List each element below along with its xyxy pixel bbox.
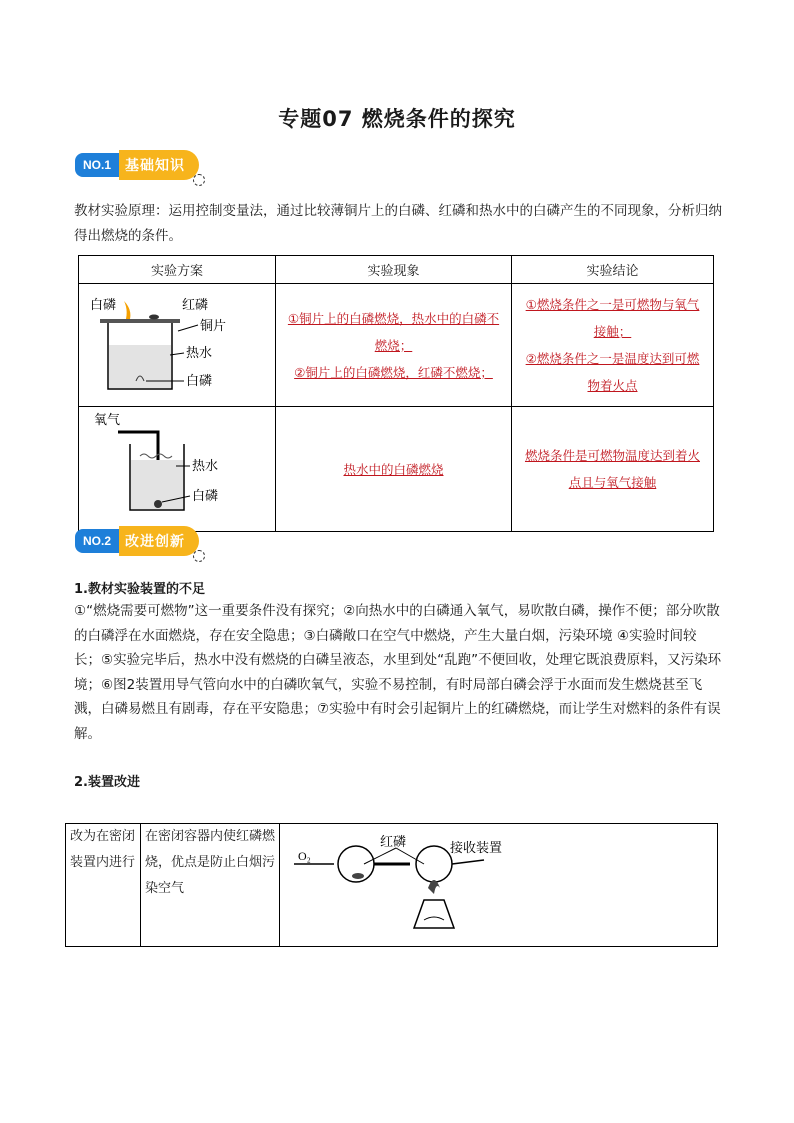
label-copper: 铜片	[200, 319, 227, 334]
conclusion-1: ①燃烧条件之一是可燃物与氧气接触；	[525, 297, 700, 339]
phenomenon-3: 热水中的白磷燃烧	[343, 461, 444, 477]
alcohol-lamp-icon	[414, 900, 454, 928]
experiment-table	[78, 255, 714, 532]
table-header: 实验方案	[79, 256, 276, 284]
conclusion-2: ②燃烧条件之一是温度达到可燃物着火点	[525, 351, 700, 393]
heading-improvement: 2.装置改进	[74, 775, 140, 790]
flame-icon	[124, 301, 130, 319]
section-label: 改进创新	[119, 526, 199, 556]
conclusion-cell-1	[512, 284, 714, 407]
water-icon	[109, 345, 171, 388]
label-o2: O₂	[298, 849, 311, 863]
label-hot-water: 热水	[186, 346, 213, 361]
section-number: NO.2	[75, 529, 119, 553]
page-title: 专题07 燃烧条件的探究	[278, 107, 516, 131]
decor-circle-icon	[193, 174, 205, 186]
heading-shortcomings: 1.教材实验装置的不足	[74, 582, 205, 597]
label-white-p: 白磷	[90, 298, 117, 313]
shortcomings-paragraph: ①“燃烧需要可燃物”这一重要条件没有探究；②向热水中的白磷通入氧气，易吹散白磷，操作不便；部分吹散的白磷浮在水面燃烧，存在安全隐患；③白磷敞口在空气中燃烧，产生大量白烟，污染环境 ④实验时间较长；⑤实验完毕后，热水中没有燃烧的白磷呈液态，水里到处“乱跑”不便回收，处理它既浪费原料，又污染环境；⑥图2装置用导气管向水中的白磷吹氧气，实验不易控制，有时局部白磷会浮于水面而发生燃烧甚至飞溅，白磷易燃且有剧毒，存在平安隐患；⑦实验中有时会引起铜片上的红磷燃烧，而让学生对燃料的条件有误解。	[74, 603, 722, 742]
label-hot-water-2: 热水	[192, 459, 219, 474]
section-number: NO.1	[75, 153, 119, 177]
label-red-p: 红磷	[380, 835, 407, 850]
label-receiver: 接收装置	[450, 841, 503, 856]
apparatus-figure-2	[79, 407, 276, 532]
red-p-icon	[149, 315, 159, 320]
improvement-method: 改为在密闭装置内进行	[66, 824, 141, 947]
bulb-icon	[416, 846, 452, 882]
decor-circle-icon	[193, 550, 205, 562]
phenomenon-cell-2	[276, 407, 512, 532]
improvement-benefit: 在密闭容器内使红磷燃烧，优点是防止白烟污染空气	[141, 824, 280, 947]
label-oxygen: 氧气	[94, 413, 121, 428]
label-red-p: 红磷	[182, 298, 209, 313]
phenomenon-cell-1	[276, 284, 512, 407]
phenomenon-1: ①铜片上的白磷燃烧，热水中的白磷不燃烧；	[287, 310, 500, 353]
improved-apparatus-figure	[280, 824, 718, 947]
intro-paragraph: 教材实验原理：运用控制变量法，通过比较薄铜片上的白磷、红磷和热水中的白磷产生的不同现象，分析归纳得出燃烧的条件。	[74, 203, 722, 244]
conclusion-3: 燃烧条件是可燃物温度达到着火点且与氧气接触	[524, 448, 700, 490]
copper-plate-icon	[100, 319, 180, 323]
improvement-table	[65, 823, 718, 947]
table-header: 实验结论	[512, 256, 714, 284]
phenomenon-2: ②铜片上的白磷燃烧，红磷不燃烧；	[294, 364, 493, 380]
table-header: 实验现象	[276, 256, 512, 284]
white-p-icon	[154, 500, 162, 508]
section-badge-basics	[75, 150, 199, 180]
conclusion-cell-2	[512, 407, 714, 532]
apparatus-figure-1	[79, 284, 276, 407]
section-badge-improve	[75, 526, 199, 556]
label-white-p-water: 白磷	[186, 374, 213, 389]
label-white-p-2: 白磷	[192, 489, 219, 504]
wave-icon	[140, 454, 172, 458]
section-label: 基础知识	[119, 150, 199, 180]
